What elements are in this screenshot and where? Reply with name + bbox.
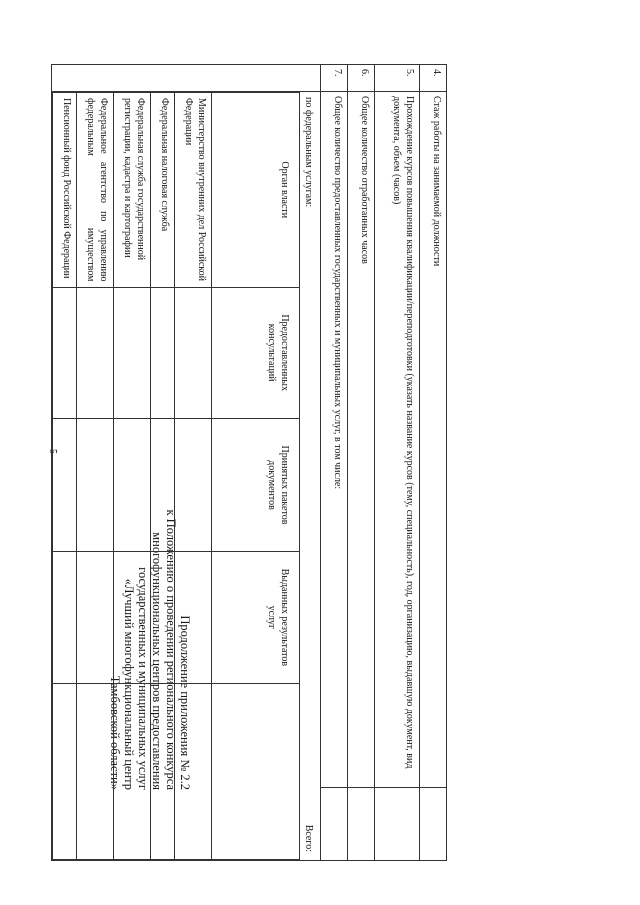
federal-label: по федеральным услугам:: [303, 97, 314, 208]
data-cell: [175, 683, 212, 860]
column-header: Предоставленных консультаций: [212, 287, 300, 418]
authority-name: Федеральная служба государственной регистрации, кадастра и картографии: [114, 93, 151, 288]
page-number: 5: [47, 449, 58, 454]
data-cell: [77, 418, 114, 551]
table-row: [114, 93, 151, 860]
row-label: Общее количество предоставленных государственных и муниципальных услуг, в том числе:: [321, 92, 348, 788]
authority-name: Министерство внутренних дел Российской Федерации: [175, 93, 212, 288]
data-cell: [53, 418, 77, 551]
data-cell: [151, 418, 175, 551]
data-cell: [77, 552, 114, 683]
data-cell: [151, 683, 175, 860]
table-row: [175, 93, 212, 860]
table-row: [151, 93, 175, 860]
data-cell: [77, 683, 114, 860]
data-cell: [114, 683, 151, 860]
row-number: [52, 65, 321, 92]
heading-line: Тамбовской области»: [108, 675, 122, 790]
table-row: [53, 93, 77, 860]
data-cell: [77, 287, 114, 418]
data-cell: [175, 287, 212, 418]
row-label: Общее количество отработанных часов: [348, 92, 375, 788]
data-cell: [114, 418, 151, 551]
questionnaire-table: [51, 64, 447, 861]
data-cell: [114, 552, 151, 683]
heading-line: многофункциональных центров предоставления: [150, 532, 164, 790]
row-number: 5.: [375, 65, 420, 92]
column-header: Принятых пакетов документов: [212, 418, 300, 551]
row-label: Прохождение курсов повышения квалификации/переподготовки (указать название курсов (тему, специальность), год, организацию, выдавшую документ, вид документа, объем (часов): [375, 92, 420, 788]
authority-name: Федеральная налоговая служба: [151, 93, 175, 288]
data-cell: [175, 552, 212, 683]
table-row: [348, 65, 375, 861]
heading-line: Продолжение приложения № 2.2: [178, 615, 192, 790]
row-number: 7.: [321, 65, 348, 92]
data-cell: [114, 287, 151, 418]
federal-services-table: [52, 92, 300, 860]
data-cell: [53, 552, 77, 683]
row-number: 6.: [348, 65, 375, 92]
column-header: [212, 683, 300, 860]
column-header: Орган власти: [212, 93, 300, 288]
table-row: [375, 65, 420, 861]
data-cell: [151, 287, 175, 418]
authority-name: Пенсионный фонд Российской Федерации: [53, 93, 77, 288]
table-row: [77, 93, 114, 860]
answer-cell: [348, 788, 375, 861]
column-header: Выданных результатов услуг: [212, 552, 300, 683]
total-label: Всего:: [303, 824, 314, 852]
authority-name: Федеральное агентство по управлению федеральным имуществом: [77, 93, 114, 288]
data-cell: [151, 552, 175, 683]
table-row: [321, 65, 348, 861]
table-row: [420, 65, 447, 861]
heading-line: «Лучший многофункциональный центр: [122, 578, 136, 790]
data-cell: [53, 683, 77, 860]
table-row: [52, 65, 321, 861]
heading-line: государственных и муниципальных услуг: [136, 567, 150, 790]
data-cell: [53, 287, 77, 418]
heading-line: к Положению о проведении регионального конкурса: [164, 509, 178, 790]
row-number: 4.: [420, 65, 447, 92]
federal-header: [300, 92, 320, 860]
column-header-row: [212, 93, 300, 860]
data-cell: [175, 418, 212, 551]
answer-cell: [420, 788, 447, 861]
row-label: Стаж работы на занимаемой должности: [420, 92, 447, 788]
answer-cell: [321, 788, 348, 861]
federal-services-block: [52, 92, 321, 861]
answer-cell: [375, 788, 420, 861]
